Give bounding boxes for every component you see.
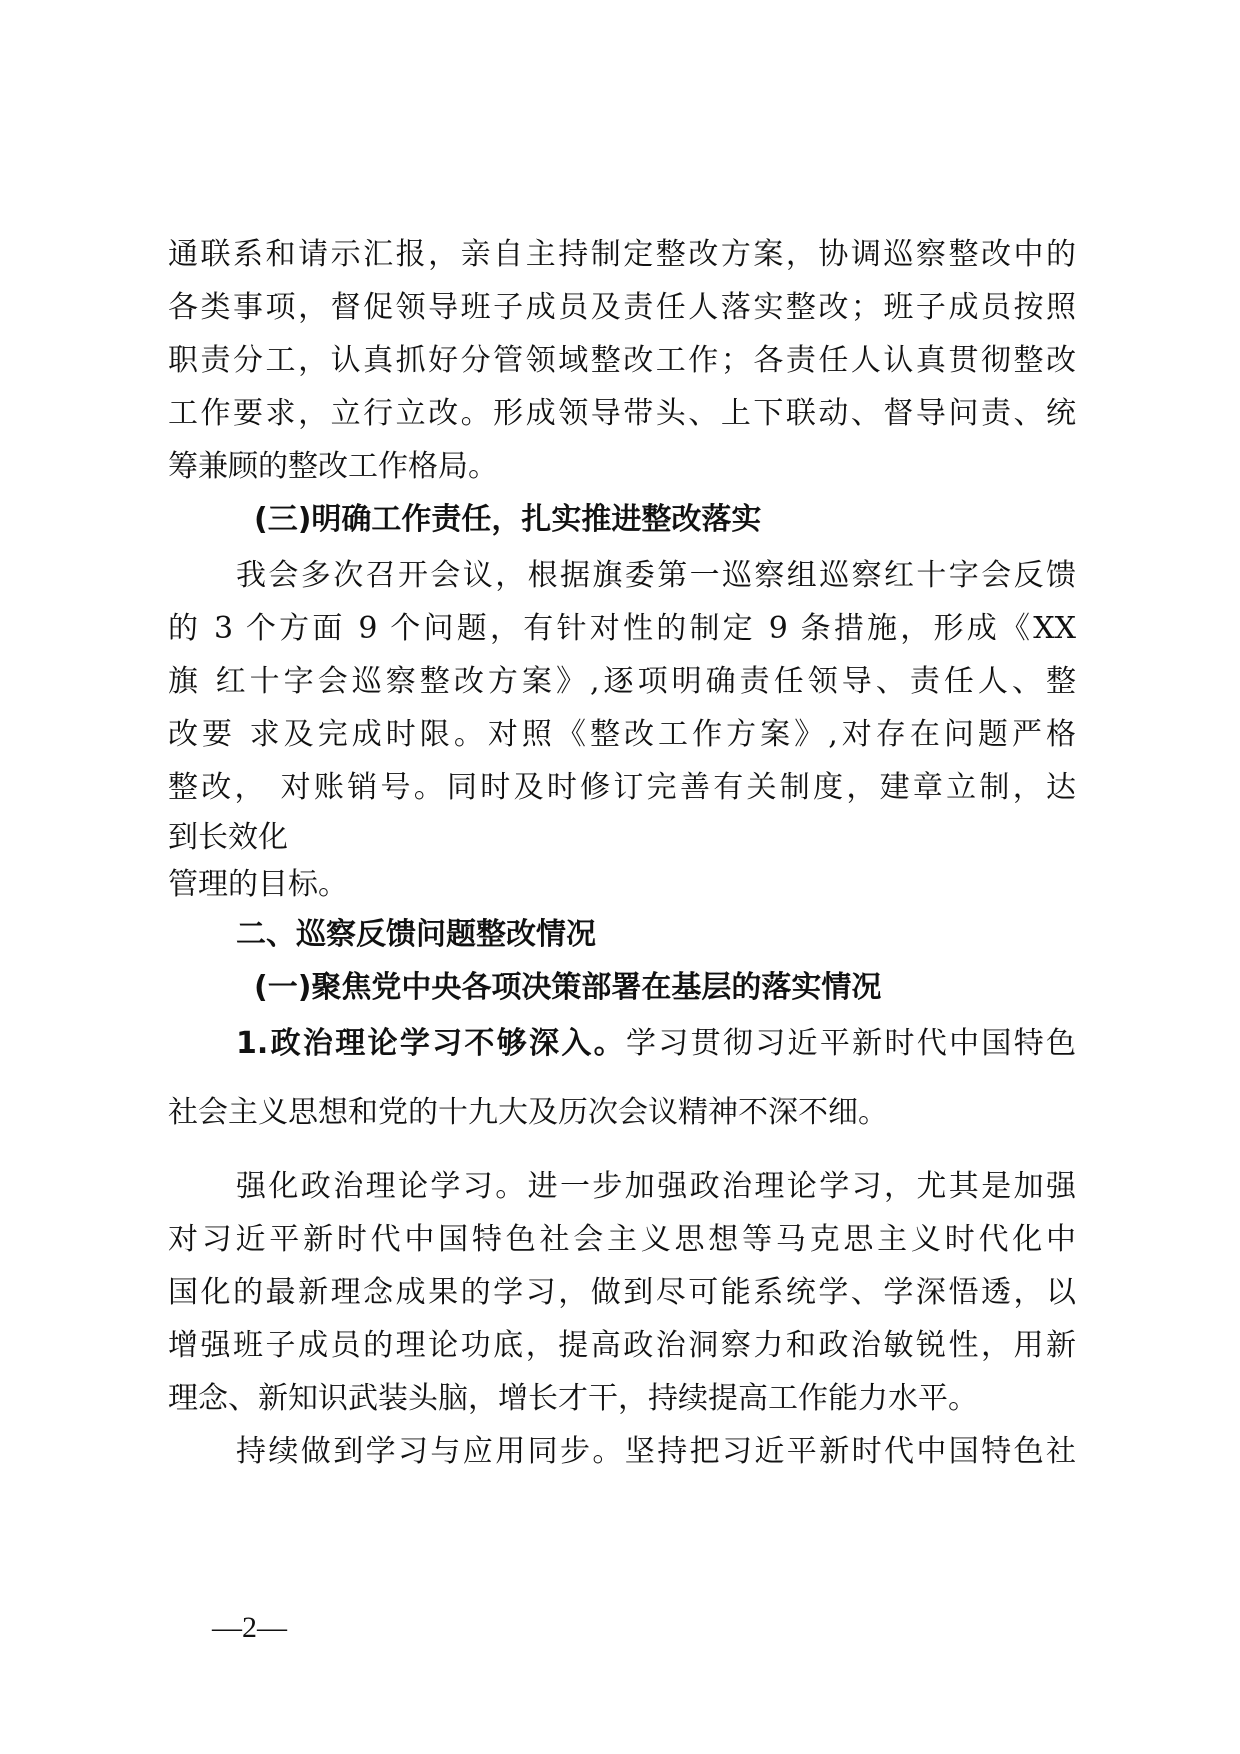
paragraph-line: 到长效化 [168, 820, 288, 855]
paragraph-line: 理念、新知识武装头脑，增长才干，持续提高工作能力水平。 [168, 1381, 978, 1416]
paragraph-line: 整改， 对账销号。同时及时修订完善有关制度，建章立制，达 [168, 770, 1076, 805]
paragraph-line: 职责分工，认真抓好分管领域整改工作；各责任人认真贯彻整改 [168, 343, 1076, 378]
item-line [236, 1024, 1076, 1064]
paragraph-line: 增强班子成员的理论功底，提高政治洞察力和政治敏锐性，用新 [168, 1328, 1076, 1363]
paragraph-line: 改要 求及完成时限。对照《整改工作方案》,对存在问题严格 [168, 717, 1076, 752]
paragraph-line: 持续做到学习与应用同步。坚持把习近平新时代中国特色社 [236, 1434, 1076, 1469]
paragraph-line: 各类事项，督促领导班子成员及责任人落实整改；班子成员按照 [168, 290, 1076, 325]
item-text: 学习贯彻习近平新时代中国特色 [625, 1026, 1076, 1061]
paragraph-line: 筹兼顾的整改工作格局。 [168, 449, 498, 484]
paragraph-line: 管理的目标。 [168, 867, 348, 902]
paragraph-line: 国化的最新理念成果的学习，做到尽可能系统学、学深悟透，以 [168, 1275, 1076, 1310]
paragraph-line: 对习近平新时代中国特色社会主义思想等马克思主义时代化中 [168, 1222, 1076, 1257]
paragraph-line: 强化政治理论学习。进一步加强政治理论学习，尤其是加强 [236, 1169, 1076, 1204]
item-title: 1.政治理论学习不够深入。 [236, 1026, 626, 1061]
paragraph-line: 社会主义思想和党的十九大及历次会议精神不深不细。 [168, 1095, 888, 1130]
paragraph-line: 旗 红十字会巡察整改方案》,逐项明确责任领导、责任人、整 [168, 664, 1076, 699]
paragraph-line: 我会多次召开会议，根据旗委第一巡察组巡察红十字会反馈 [236, 558, 1076, 593]
paragraph-line: 的 3 个方面 9 个问题，有针对性的制定 9 条措施，形成《XX [168, 611, 1076, 646]
paragraph-line: 工作要求，立行立改。形成领导带头、上下联动、督导问责、统 [168, 396, 1076, 431]
subsection-heading: (三)明确工作责任，扎实推进整改落实 [254, 502, 762, 537]
section-heading: 二、巡察反馈问题整改情况 [236, 917, 596, 952]
paragraph-line: 通联系和请示汇报，亲自主持制定整改方案，协调巡察整改中的 [168, 237, 1076, 272]
page-number: —2— [212, 1611, 287, 1644]
subsection-heading: (一)聚焦党中央各项决策部署在基层的落实情况 [254, 970, 882, 1005]
